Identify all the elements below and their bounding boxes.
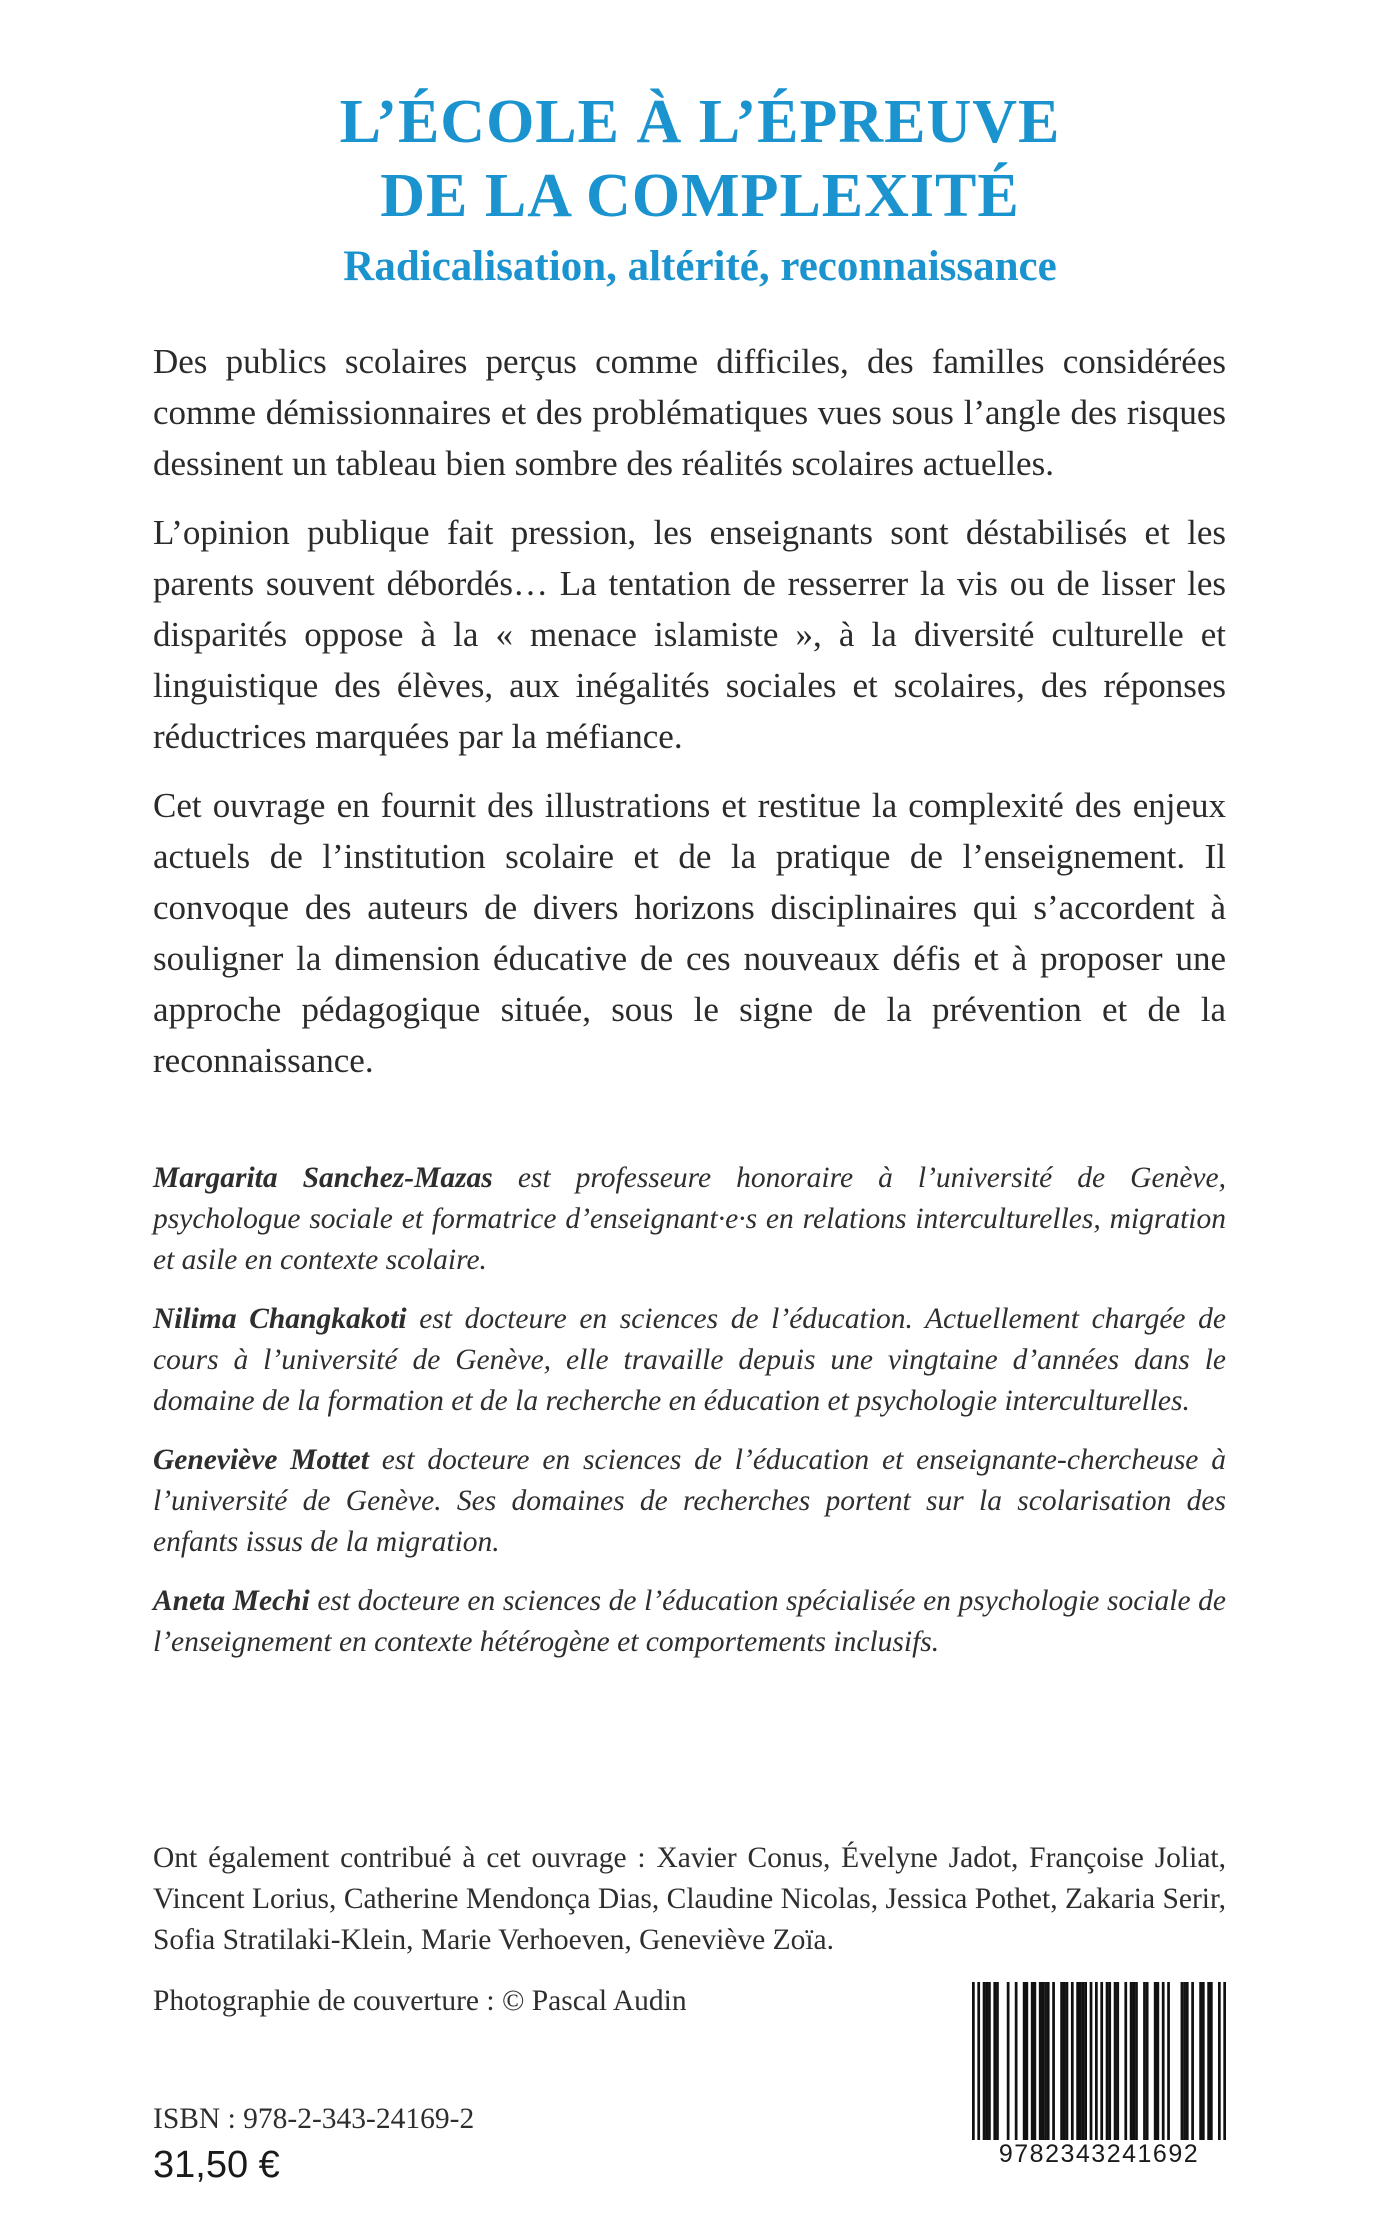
barcode-bar — [1039, 1982, 1042, 2144]
author-bios — [153, 1158, 1226, 1681]
barcode-bar — [1108, 1982, 1111, 2144]
barcode-bar — [1183, 1982, 1186, 2144]
barcode-bar — [1100, 1982, 1103, 2162]
barcode-bar — [1132, 1982, 1135, 2144]
barcode-bar — [1076, 1982, 1079, 2144]
author-bio-text: est docteure en sciences de l’éducation. Actuellement chargée de cours à l’université de Genève, elle travaille depuis une vingtaine d’années dans le domaine de la formation et de la recherche en éducation et psychologie interculturelles. — [153, 1303, 1226, 1417]
barcode-bar — [1114, 1982, 1117, 2144]
summary — [153, 336, 1226, 1104]
barcode-bar — [1135, 1982, 1138, 2144]
contributors: Ont également contribué à cet ouvrage : Xavier Conus, Évelyne Jadot, Françoise Joliat, Vincent Lorius, Catherine Mendonça Dias, Claudine Nicolas, Jessica Pothet, Zakaria Serir, Sofia Stratilaki-Klein, Marie Verhoeven, Geneviève Zoïa. — [153, 1842, 1226, 1956]
barcode-bar — [996, 1982, 999, 2144]
author-bio-text: est docteure en sciences de l’éducation spécialisée en psychologie sociale de l’enseignement en contexte hétérogène et comportements inclusifs. — [153, 1585, 1226, 1658]
barcode-bar — [1023, 1982, 1026, 2144]
barcode-bar — [1063, 1982, 1066, 2144]
barcode-bar — [1156, 1982, 1159, 2144]
barcode-bar — [1207, 1982, 1210, 2144]
price: 31,50 € — [153, 2144, 280, 2186]
barcode-bar — [993, 1982, 996, 2144]
author-name: Nilima Changkakoti — [153, 1303, 407, 1335]
author-bio — [153, 1299, 1226, 1422]
barcode-bar — [1167, 1982, 1170, 2144]
barcode-bar — [1191, 1982, 1194, 2144]
barcode-bar — [977, 1982, 980, 2162]
barcode-bar — [1031, 1982, 1034, 2144]
subtitle: Radicalisation, altérité, reconnaissance — [343, 243, 1057, 290]
barcode-bar — [1066, 1982, 1069, 2144]
barcode-bar — [1042, 1982, 1045, 2144]
summary-paragraph-2: L’opinion publique fait pression, les enseignants sont déstabilisés et les parents souvent débordés… La tentation de resserrer la vis ou de lisser les disparités oppose à la « menace islamiste », à la diversité culturelle et linguistique des élèves, aux inégalités sociales et scolaires, des réponses réductrices marquées par la méfiance. — [153, 513, 1226, 756]
barcode-bar — [1146, 1982, 1149, 2144]
barcode-bar — [1223, 1982, 1226, 2162]
author-bio-text: est docteure en sciences de l’éducation et enseignante-chercheuse à l’université de Genève. Ses domaines de recherches portent sur la scolarisation des enfants issus de la migration. — [153, 1444, 1226, 1558]
barcode-bar — [1025, 1982, 1028, 2144]
barcode-bar — [983, 1982, 986, 2144]
barcode-bar — [1047, 1982, 1050, 2144]
isbn: ISBN : 978-2-343-24169-2 — [153, 2103, 475, 2135]
author-bio — [153, 1581, 1226, 1663]
barcode-bar — [1044, 1982, 1047, 2144]
barcode-bar — [1210, 1982, 1213, 2144]
author-bio-text: est professeure honoraire à l’université de Genève, psychologue sociale et formatrice d’enseignant·e·s en relations interculturelles, migration et asile en contexte scolaire. — [153, 1162, 1226, 1276]
barcode-bar — [1162, 1982, 1165, 2144]
title-line-1: L’ÉCOLE À L’ÉPREUVE — [339, 88, 1061, 156]
title-block — [0, 85, 1400, 297]
barcode-bar — [1202, 1982, 1205, 2144]
barcode-bar — [1181, 1982, 1184, 2144]
barcode — [972, 1982, 1226, 2174]
barcode-bar — [1007, 1982, 1010, 2144]
barcode-bar — [1084, 1982, 1087, 2144]
barcode-bar — [1033, 1982, 1036, 2144]
barcode-bar — [1106, 1982, 1109, 2144]
barcode-bar — [1079, 1982, 1082, 2144]
barcode-bar — [1015, 1982, 1018, 2144]
barcode-bar — [1090, 1982, 1093, 2144]
summary-paragraph-3: Cet ouvrage en fournit des illustrations et restitue la complexité des enjeux actuels de l’institution scolaire et de la pratique de l’enseignement. Il convoque des auteurs de divers horizons disciplinaires qui s’accordent à souligner la dimension éducative de ces nouveaux défis et à proposer une approche pédagogique située, sous le signe de la prévention et de la reconnaissance. — [153, 786, 1226, 1080]
author-name: Geneviève Mottet — [153, 1444, 369, 1476]
barcode-bar — [1060, 1982, 1063, 2144]
barcode-bar — [972, 1982, 975, 2162]
barcode-bar — [1130, 1982, 1133, 2144]
author-name: Aneta Mechi — [153, 1585, 310, 1617]
author-name: Margarita Sanchez-Mazas — [153, 1162, 493, 1194]
barcode-digits: 9782343241692 — [972, 2140, 1226, 2169]
summary-paragraph-1: Des publics scolaires perçus comme difficiles, des familles considérées comme démissionnaires et des problématiques vues sous l’angle des risques dessinent un tableau bien sombre des réalités scolaires actuelles. — [153, 342, 1226, 483]
barcode-bar — [1052, 1982, 1055, 2144]
barcode-bar — [1199, 1982, 1202, 2144]
barcode-bar — [988, 1982, 991, 2144]
barcode-bar — [1154, 1982, 1157, 2144]
barcode-bar — [1124, 1982, 1127, 2144]
barcode-bar — [1218, 1982, 1221, 2162]
barcode-bar — [1116, 1982, 1119, 2144]
barcode-bar — [1071, 1982, 1074, 2144]
barcode-bar — [1082, 1982, 1085, 2144]
author-bio — [153, 1440, 1226, 1563]
barcode-bar — [1095, 1982, 1098, 2162]
barcode-bar — [1186, 1982, 1189, 2144]
barcode-bar — [985, 1982, 988, 2144]
barcode-bar — [1143, 1982, 1146, 2144]
photo-credit: Photographie de couverture : © Pascal Audin — [153, 1985, 687, 2017]
title-line-2: DE LA COMPLEXITÉ — [380, 162, 1020, 230]
author-bio — [153, 1158, 1226, 1281]
